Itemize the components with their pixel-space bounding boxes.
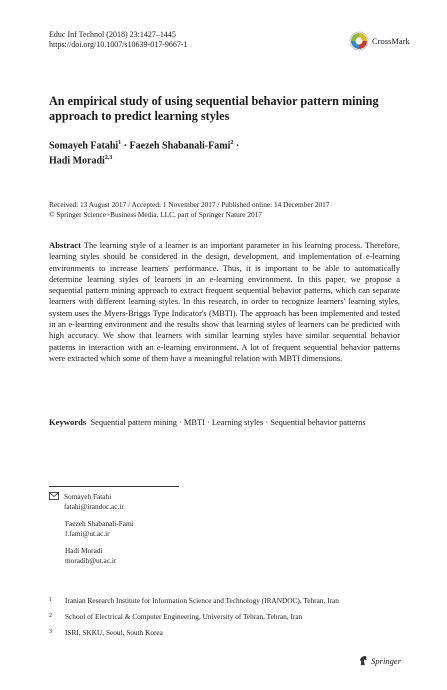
- affiliation-list: [49, 596, 409, 644]
- abstract-section: [49, 240, 400, 364]
- affiliation-item: [49, 628, 409, 638]
- affiliation-text: ISRI, SKKU, Seoul, South Korea: [65, 627, 163, 637]
- contact-entry: [49, 492, 134, 511]
- contact-entry: [49, 519, 134, 538]
- springer-horse-icon: [358, 655, 369, 666]
- affiliation-text: School of Electrical & Computer Engineering, University of Tehran, Tehran, Iran: [65, 611, 303, 621]
- contact-entry: [49, 546, 134, 565]
- abstract-heading: Abstract: [49, 240, 81, 250]
- author-name[interactable]: Somayeh Fatahi: [49, 140, 119, 152]
- doi-link[interactable]: https://doi.org/10.1007/s10639-017-9667-1: [49, 40, 188, 49]
- keywords-text: Sequential pattern mining · MBTI · Learning styles · Sequential behavior patterns: [90, 418, 366, 427]
- footnote-divider: [49, 486, 179, 487]
- copyright-line: © Springer Science+Business Media, LLC, part of Springer Nature 2017: [49, 210, 262, 219]
- author-separator: ·: [233, 140, 240, 152]
- keywords-heading: Keywords: [49, 417, 87, 427]
- keywords-section: [49, 417, 400, 428]
- paper-title: An empirical study of using sequential behavior pattern mining approach to predict learning styles: [49, 94, 379, 123]
- contact-name: Faezeh Shabanali-Fami: [65, 519, 134, 529]
- contact-email[interactable]: fatahi@irandoc.ac.ir: [64, 501, 124, 511]
- crossmark-icon: [349, 31, 369, 51]
- abstract-text: The learning style of a learner is an important parameter in his learning process. Therefore, learning styles should be considered in the design, development, and implementation of e-learning environments to increase learners' performance. Thus, it is important to be able to automatically determine learning styles of learners in an e-learning environment. In this paper, we propose a sequential pattern mining approach to extract frequent sequential behavior patterns, which can separate learners with different learning styles. In this research, in order to recognize learners' learning styles, system uses the Myers-Briggs Type Indicator's (MBTI). The approach has been implemented and tested in an e-learning environment and the results show that learning styles of learners can be predicted with high accuracy. We show that learners with similar learning styles have similar sequential behavior patterns in interaction with an e-learning environment. A lot of frequent sequential behavior patterns were extracted which some of them have a meaningful relation with MBTI dimensions.: [49, 241, 401, 363]
- journal-citation: Educ Inf Technol (2018) 23:1427–1445: [49, 30, 176, 39]
- affiliation-item: [49, 612, 409, 622]
- contact-name: Hadi Moradi: [65, 546, 103, 556]
- author-name[interactable]: Hadi Moradi: [49, 155, 105, 167]
- author-separator: ·: [121, 140, 130, 152]
- affiliation-number: 1: [49, 597, 52, 603]
- crossmark-badge[interactable]: [349, 31, 410, 51]
- contact-name: Somayeh Fatahi: [64, 492, 112, 501]
- publication-dates: [49, 200, 409, 220]
- affiliation-number: 2: [49, 612, 52, 619]
- author-affiliation-marker: 2,3: [104, 155, 113, 162]
- contact-email[interactable]: f.fami@ut.ac.ir: [65, 528, 110, 538]
- publisher-name: Springer: [371, 655, 402, 666]
- author-affiliation-marker: 2: [230, 140, 234, 146]
- affiliation-text: Iranian Research Institute for Information Science and Technology (IRANDOC), Tehran, Iran: [65, 596, 339, 605]
- envelope-icon: [49, 492, 63, 511]
- journal-header: [49, 30, 188, 50]
- affiliation-number: 3: [49, 628, 52, 635]
- contact-list: [49, 492, 134, 566]
- publisher-logo: [358, 655, 401, 666]
- author-name[interactable]: Faezeh Shabanali-Fami: [129, 140, 231, 152]
- author-list: [49, 137, 379, 168]
- contact-email[interactable]: moradih@ut.ac.ir: [65, 555, 117, 565]
- affiliation-item: [49, 596, 409, 606]
- author-affiliation-marker: 1: [118, 140, 122, 146]
- crossmark-label: CrossMark: [372, 36, 410, 46]
- received-accepted-published: Received: 13 August 2017 / Accepted: 1 November 2017 / Published online: 14 December 2017: [49, 200, 330, 209]
